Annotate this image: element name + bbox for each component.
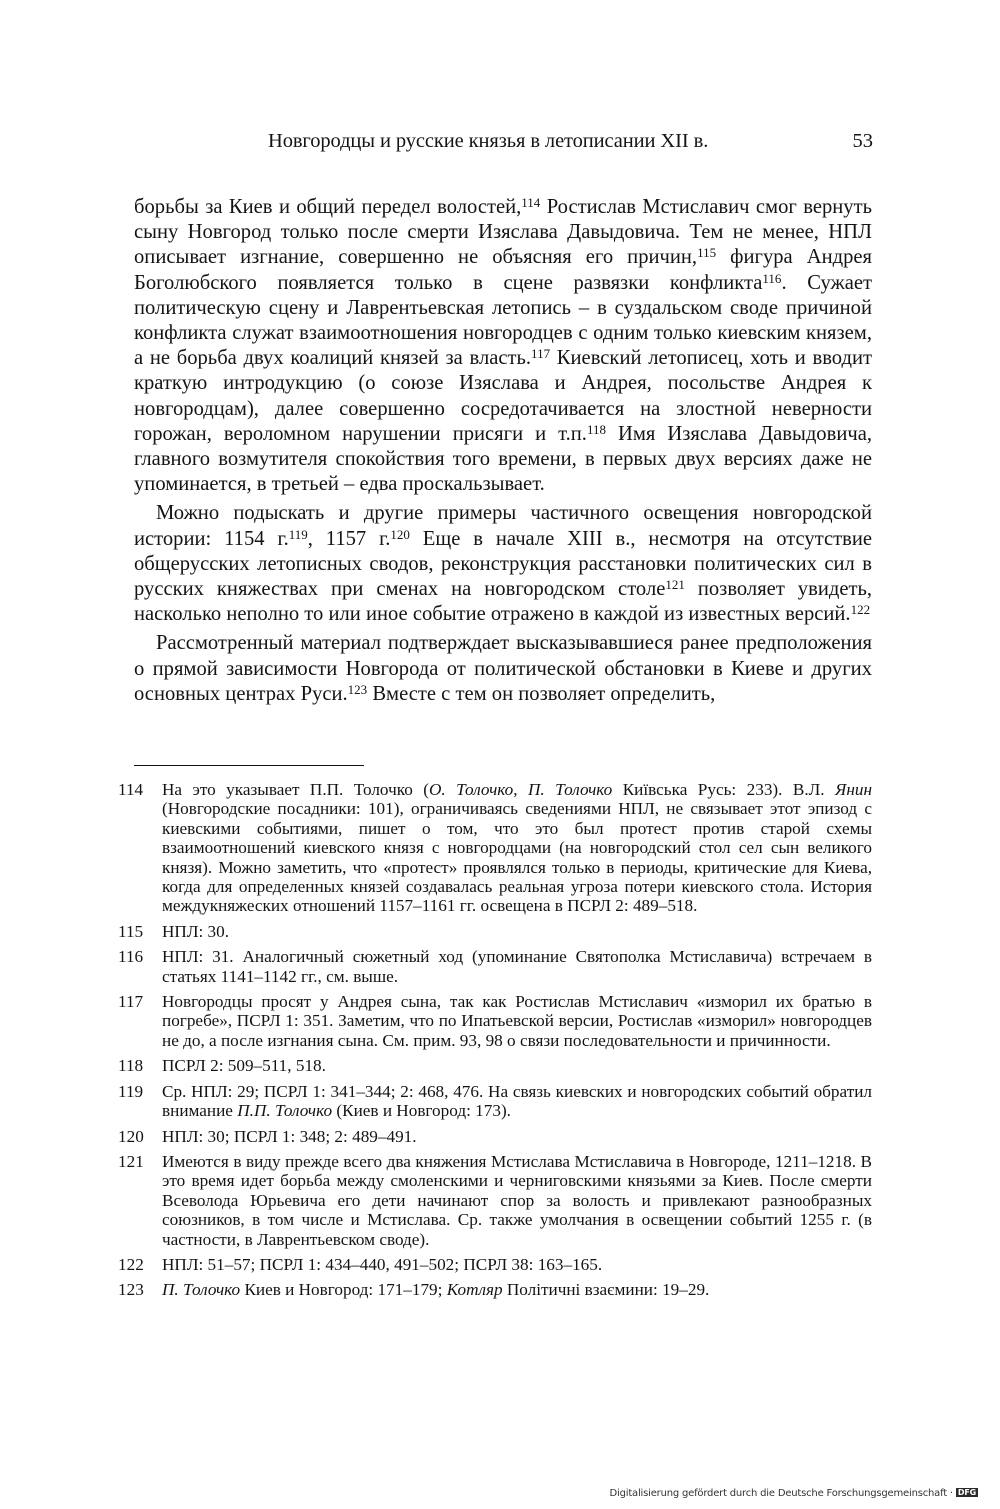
paragraph-1 (134, 195, 872, 497)
author-name: О. Толочко, П. Толочко (428, 780, 613, 799)
footnote-number: 122 (118, 1254, 144, 1274)
footnote-119 (118, 1082, 872, 1121)
footnote-number: 123 (118, 1280, 144, 1300)
footnote-number: 119 (118, 1081, 144, 1101)
footnote-ref-114: 114 (521, 195, 541, 210)
footnote-120 (118, 1127, 872, 1146)
footnote-123 (118, 1280, 872, 1299)
footnote-121 (118, 1152, 872, 1249)
footnote-number: 115 (118, 921, 144, 941)
text-run: позволяет увидеть, насколько неполно то или иное событие отражено в каждой из известных версий. (134, 578, 873, 626)
digitization-credit (610, 1488, 978, 1499)
text-run: Имя Изяслава Давыдовича, главного возмутителя спокойствия того времени, в первых двух версиях даже не упоминается, в третьей – едва проскальзывает. (134, 422, 872, 496)
text-run: фигура Андрея Боголюбского появляется только в сцене развязки конфликта (134, 246, 873, 294)
text-run: . Сужает политическую сцену и Лаврентьевская летопись – в суздальском своде причиной конфликта служат взаимоотношения новгородцев с одним только киевским князем, а не борьба двух коалиций князей за власть. (134, 271, 872, 370)
text-run: Еще в начале XIII в., несмотря на отсутствие общерусских летописных сводов, реконструкция расстановки политических сил в русских княжествах при сменах на новгородском столе (134, 527, 872, 601)
footnote-ref-115: 115 (697, 245, 717, 261)
footnote-number: 117 (118, 992, 144, 1012)
text-run: Ростислав Мстиславич смог вернуть сыну Новгород только после смерти Изяслава Давыдовича. Тем не менее, НПЛ описывает изгнание, совершенно не объясняя его причин, (134, 196, 872, 269)
footnote-ref-119: 119 (288, 526, 308, 542)
footnote-text: НПЛ: 31. Аналогичный сюжетный ход (упоминание Святополка Мстиславича) встречаем в статьях 1141–1142 гг., см. выше. (162, 947, 872, 986)
main-text (134, 195, 872, 707)
footnote-text: НПЛ: 51–57; ПСРЛ 1: 434–440, 491–502; ПСРЛ 38: 163–165. (162, 1254, 603, 1274)
footnote-114 (118, 780, 872, 916)
text-run: Київська Русь: 233). В.Л. (612, 780, 836, 799)
footnote-ref-116: 116 (762, 270, 782, 286)
footnote-ref-118: 118 (586, 421, 606, 437)
author-name: П. Толочко (162, 1280, 241, 1300)
footnote-separator (134, 765, 364, 766)
footnote-ref-122: 122 (850, 602, 871, 618)
author-name: Янин (835, 780, 872, 799)
text-run: Рассмотренный материал подтверждает высказывавшиеся ранее предположения о прямой зависимости Новгорода от политической обстановки в Киеве и других основных центрах Руси. (134, 632, 872, 705)
text-run: Можно подыскать и другие примеры частичного освещения новгородской истории: 1154 г. (134, 502, 872, 550)
footnote-number: 121 (118, 1151, 144, 1171)
footnote-text: НПЛ: 30; ПСРЛ 1: 348; 2: 489–491. (162, 1126, 417, 1146)
paragraph-3 (134, 631, 872, 707)
text-run: На это указывает П.П. Толочко ( (162, 780, 429, 799)
text-run: , 1157 г. (307, 527, 391, 550)
footnote-number: 118 (118, 1056, 144, 1076)
footnote-number: 114 (118, 780, 144, 799)
author-name: П.П. Толочко (237, 1101, 333, 1121)
text-run: борьбы за Киев и общий передел волостей, (134, 196, 522, 218)
footnote-ref-120: 120 (390, 526, 410, 542)
footnote-text: НПЛ: 30. (162, 921, 230, 941)
page-number: 53 (852, 130, 873, 152)
text-run: Ср. НПЛ: 29; ПСРЛ 1: 341–344; 2: 468, 476. На связь киевских и новгородских событий обратил внимание (162, 1081, 872, 1121)
credit-text: Digitalisierung gefördert durch die Deutsche Forschungsgemeinschaft · (609, 1488, 953, 1499)
footnote-text: ПСРЛ 2: 509–511, 518. (162, 1056, 326, 1076)
footnote-ref-121: 121 (665, 577, 685, 593)
text-run: Киев и Новгород: 171–179; (240, 1280, 447, 1300)
text-run: Киевский летописец, хоть и вводит краткую интродукцию (о союзе Изяслава и Андрея, посольстве Андрея к новгородцам), далее совершенно сосредотачивается на злостной неверности горожан, вероломном нарушении присяги и т.п. (134, 347, 872, 445)
footnotes (118, 780, 872, 1306)
text-run: Політичні взаємини: 19–29. (502, 1280, 710, 1300)
running-header (268, 130, 873, 160)
footnote-number: 116 (118, 947, 144, 967)
footnote-text: Новгородцы просят у Андрея сына, так как Ростислав Мстиславич «изморил их братью в погребе», ПСРЛ 1: 351. Заметим, что по Ипатьевской версии, Ростислав «изморил» новгородцев не до, а после изгнания сына. См. прим. 93, 98 о связи последовательности и причинности. (162, 992, 872, 1050)
author-name: Котляр (446, 1280, 503, 1300)
footnote-122 (118, 1255, 872, 1274)
footnote-116 (118, 947, 872, 986)
footnote-text: Имеются в виду прежде всего два княжения Мстислава Мстиславича в Новгороде, 1211–1218. В это время идет борьба между смоленскими и черниговскими князьями за Киев. После смерти Всеволода Юрьевича его дети начинают спор за волость и привлекают разнообразных союзников, в том числе и Мстислава. Ср. также умолчания в освещении событий 1255 г. (в частности, в Лаврентьевском своде). (162, 1151, 872, 1249)
text-run: (Киев и Новгород: 173). (332, 1101, 511, 1121)
footnote-number: 120 (118, 1126, 144, 1146)
footnote-ref-123: 123 (347, 681, 368, 697)
paragraph-2 (134, 501, 872, 627)
footnote-117 (118, 992, 872, 1050)
footnote-118 (118, 1056, 872, 1075)
footnote-115 (118, 922, 872, 941)
running-title: Новгородцы и русские князья в летописании XII в. (268, 130, 709, 152)
dfg-logo: DFG (957, 1488, 976, 1497)
text-run: Вместе с тем он позволяет определить, (367, 682, 716, 705)
text-run: (Новгородские посадники: 101), ограничиваясь сведениями НПЛ, не связывает этот эпизод с киевскими событиями, пишет о том, что это был протест против старой схемы взаимоотношений киевского князя с новгородцами (на новгородский стол сел сын великого князя). Можно заметить, что «протест» проявлялся только в периоды, критические для Киева, когда для определенных князей создавалась реальная угроза потери киевского стола. История междукняжеских отношений 1157–1161 гг. освещена в ПСРЛ 2: 489–518. (162, 799, 872, 916)
footnote-ref-117: 117 (531, 346, 551, 362)
